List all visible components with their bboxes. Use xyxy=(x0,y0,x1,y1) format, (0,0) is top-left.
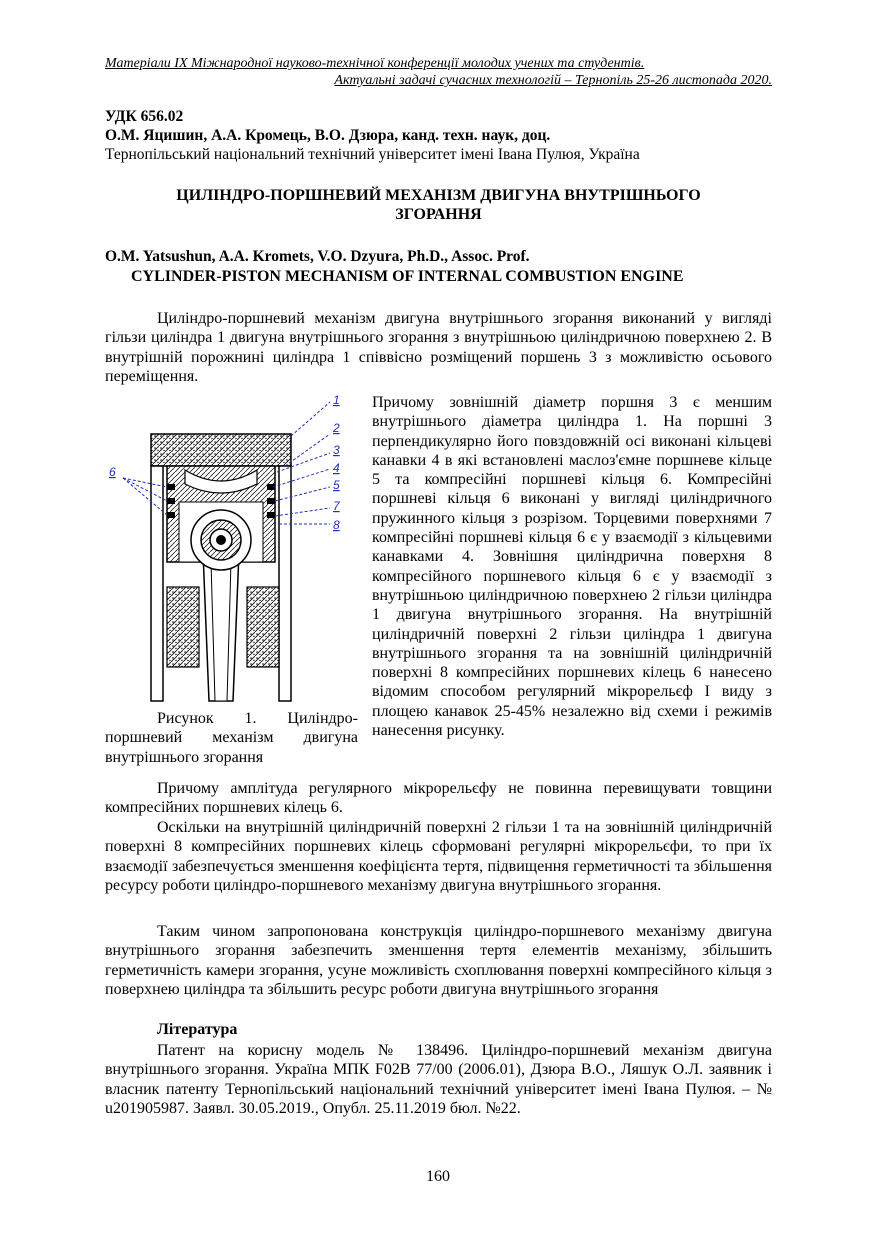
paper-title-ua-line2: ЗГОРАННЯ xyxy=(395,206,482,223)
figure-label-1: 1 xyxy=(333,393,340,407)
ring-groove-left-3 xyxy=(167,512,175,518)
cylinder-wall-left xyxy=(151,466,163,701)
affiliation: Тернопільський національний технічний університет імені Івана Пулюя, Україна xyxy=(105,146,640,163)
references-heading: Література xyxy=(157,1021,238,1038)
paper-title-ua-line1: ЦИЛІНДРО-ПОРШНЕВИЙ МЕХАНІЗМ ДВИГУНА ВНУТРІШНЬОГО xyxy=(176,187,701,204)
figure-label-6: 6 xyxy=(109,465,116,479)
paper-title-ua xyxy=(105,186,772,224)
figure-label-2: 2 xyxy=(333,421,340,435)
paragraph-3: Причому амплітуда регулярного мікрорельєфу не повинна перевищувати товщини компресійних поршневих кілець 6. xyxy=(105,780,772,817)
cylinder-wall-right xyxy=(279,466,291,701)
cylinder-piston-drawing xyxy=(105,392,357,707)
ring-groove-right-3 xyxy=(267,512,275,518)
ring-groove-right-2 xyxy=(267,498,275,504)
figure-cylinder-piston xyxy=(105,392,357,707)
running-header-title: Актуальні задачі сучасних технологій – Тернопіль 25-26 листопада 2020. xyxy=(334,73,772,88)
cooling-jacket-left xyxy=(167,587,199,667)
figure-label-4: 4 xyxy=(333,461,340,475)
udk-code: УДК 656.02 xyxy=(105,108,184,125)
figure-caption: Рисунок 1. Циліндро-поршневий механізм двигуна внутрішнього згорання xyxy=(105,710,358,766)
ring-groove-left-1 xyxy=(167,484,175,490)
authors-en: O.M. Yatsushun, A.A. Kromets, V.O. Dzyura, Ph.D., Assoc. Prof. xyxy=(105,248,530,265)
page-number: 160 xyxy=(426,1168,450,1185)
running-header-conference: Матеріали IX Міжнародної науково-технічної конференції молодих учених та студентів. xyxy=(105,56,645,71)
ring-groove-left-2 xyxy=(167,498,175,504)
paragraph-2: Причому зовнішній діаметр поршня 3 є меншим внутрішнього діаметра циліндра 1. На поршні 3 перпендикулярно його повздовжній осі виконані кільцеві канавки 4 в які встановлені маслоз'ємне поршневе кільце 5 та компресійні поршневі кільця 6. Компресійні поршневі кільця 6 виконані у вигляді циліндричного пружинного кільця з розрізом. Торцевими поверхнями 7 компресійні поршневі кільця 6 є у взаємодії з кільцевими канавками 4. Зовнішня циліндрична поверхня 8 компресійного поршневого кільця 6 є у взаємодії з внутрішньою циліндричною поверхнею 2 гільзи циліндра 1 двигуна внутрішнього згорання. На внутрішній циліндричній поверхні 2 гільзи циліндра 1 двигуна внутрішнього згорання та на зовнішній циліндричній поверхні 8 компресійних поршневих кілець 6 нанесено відомим способом регулярний мікрорельєф І виду з площею канавок 25-45% незалежно від схеми і режимів нанесення рисунку. xyxy=(372,394,772,740)
authors-ua: О.М. Яцишин, А.А. Кромець, В.О. Дзюра, канд. техн. наук, доц. xyxy=(105,127,551,144)
piston-pin-center xyxy=(216,535,226,545)
paragraph-1: Циліндро-поршневий механізм двигуна внутрішнього згорання виконаний у вигляді гільзи циліндра 1 двигуна внутрішнього згорання з внутрішньою циліндричною поверхнею 2. В внутрішній порожнині циліндра 1 співвісно розміщений поршень 3 з можливістю осьового переміщення. xyxy=(105,310,772,385)
cooling-jacket-right xyxy=(247,587,279,667)
figure-label-5: 5 xyxy=(333,478,340,492)
paragraph-5: Таким чином запропонована конструкція циліндро-поршневого механізму двигуна внутрішнього згорання забезпечить зменшення тертя елементів механізму, збільшить герметичність камери згорання, усуне можливість схоплювання поверхні компресійного кільця з поверхнею циліндра та збільшить ресурс роботи двигуна внутрішнього згорання xyxy=(105,923,772,998)
reference-1: Патент на корисну модель № 138496. Циліндро-поршневий механізм двигуна внутрішнього згорання. Україна МПК F02B 77/00 (2006.01), Дзюра В.О., Ляшук О.Л. заявник і власник патенту Тернопільський національний технічний університет імені Івана Пулюя. – № u201905987. Заявл. 30.05.2019., Опубл. 25.11.2019 бюл. №22. xyxy=(105,1042,772,1117)
figure-label-8: 8 xyxy=(333,518,340,532)
paragraph-4: Оскільки на внутрішній циліндричній поверхні 2 гільзи 1 та на зовнішній циліндричній поверхні 8 компресійних поршневих кілець сформовані регулярні мікрорельєфи, то при їх взаємодії забезпечується зменшення коефіцієнта тертя, підвищення герметичності та збільшення ресурсу роботи циліндро-поршневого механізму двигуна внутрішнього згорання. xyxy=(105,819,772,894)
figure-label-3: 3 xyxy=(333,443,340,457)
figure-label-7: 7 xyxy=(333,499,340,513)
connecting-rod-web xyxy=(211,562,231,701)
paper-title-en: CYLINDER-PISTON MECHANISM OF INTERNAL COMBUSTION ENGINE xyxy=(131,268,684,285)
cylinder-head xyxy=(151,434,291,466)
